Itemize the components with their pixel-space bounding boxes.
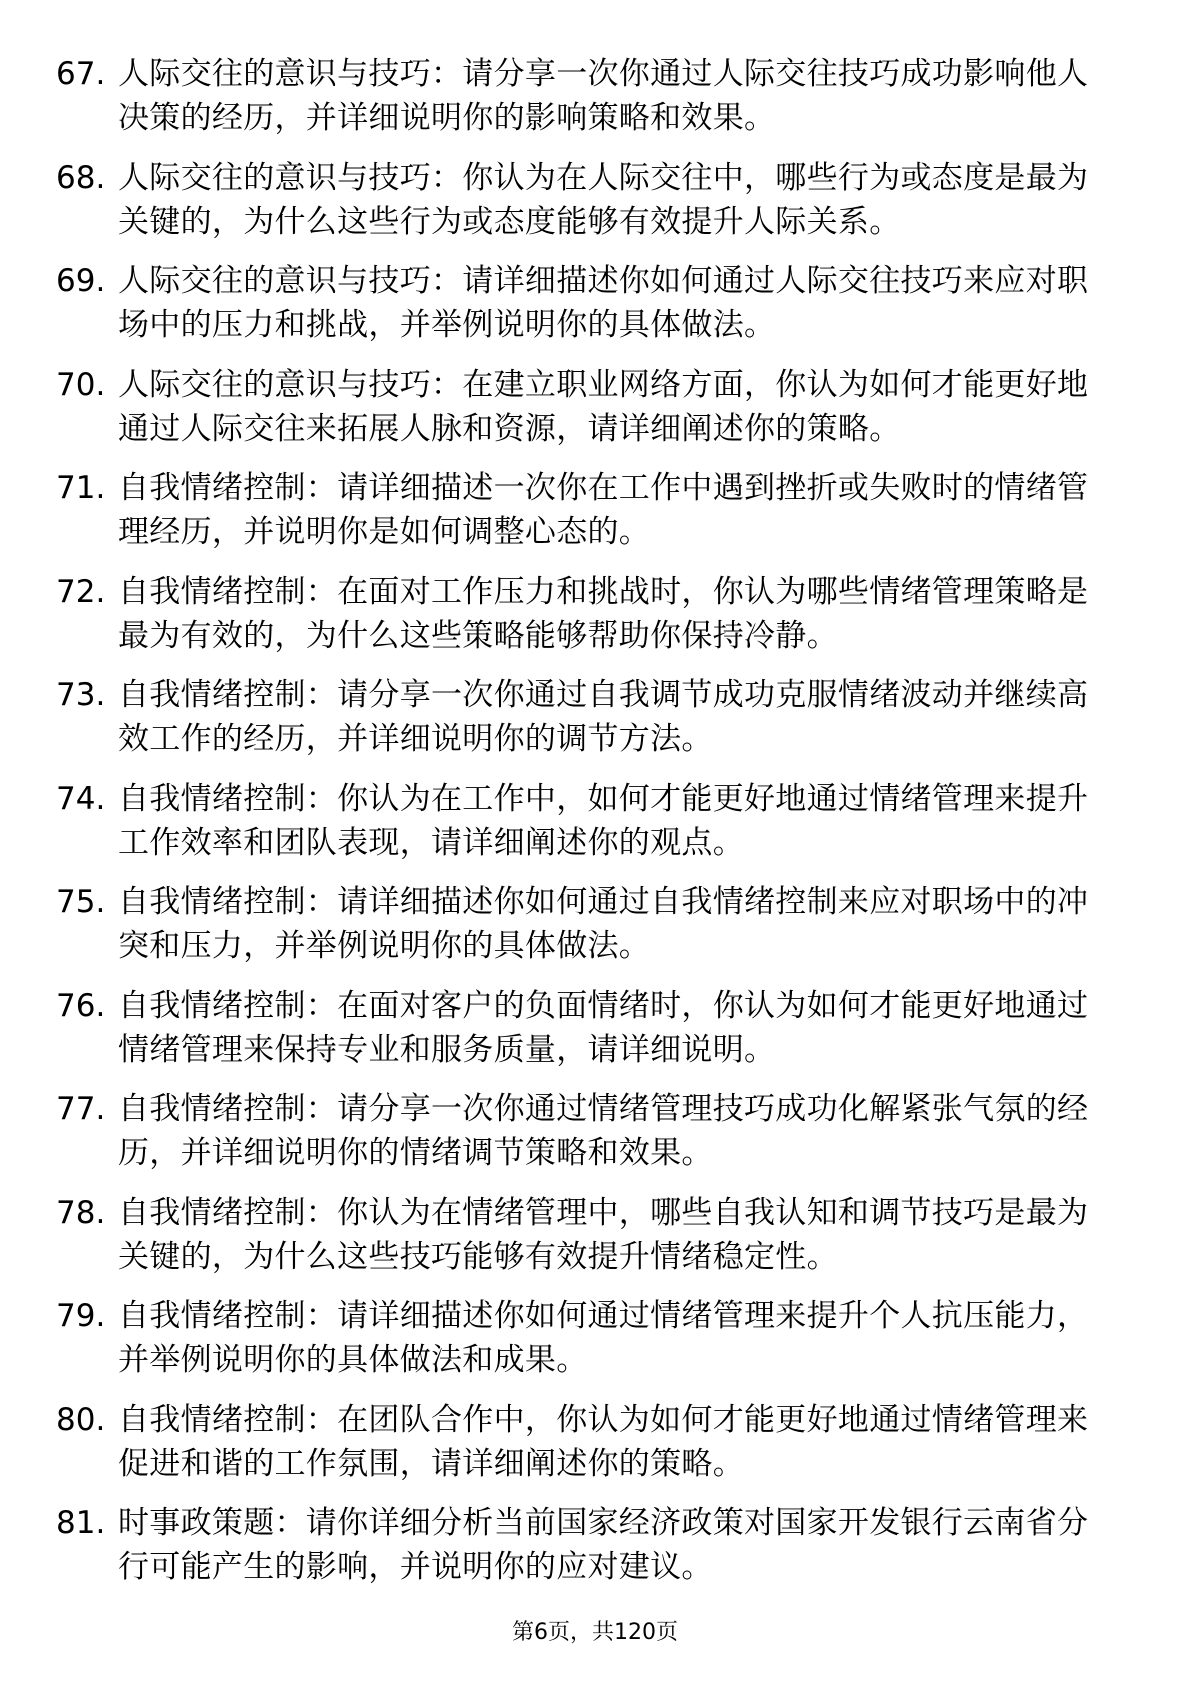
question-text: 自我情绪控制：请详细描述一次你在工作中遇到挫折或失败时的情绪管理经历，并说明你是如何调整心态的。 — [118, 470, 1089, 550]
question-item — [56, 259, 1116, 351]
question-number: 70. — [56, 366, 106, 403]
question-number: 69. — [56, 263, 106, 299]
question-text: 自我情绪控制：请详细描述你如何通过自我情绪控制来应对职场中的冲突和压力，并举例说明你的具体做法。 — [118, 884, 1089, 964]
question-number: 77. — [56, 1091, 106, 1127]
question-item — [56, 1398, 1116, 1490]
question-text: 自我情绪控制：在面对工作压力和挑战时，你认为哪些情绪管理策略是最为有效的，为什么这些策略能够帮助你保持冷静。 — [118, 573, 1089, 654]
question-text: 人际交往的意识与技巧：请详细描述你如何通过人际交往技巧来应对职场中的压力和挑战，并举例说明你的具体做法。 — [118, 263, 1089, 343]
question-number: 72. — [56, 573, 106, 610]
question-text: 人际交往的意识与技巧：请分享一次你通过人际交往技巧成功影响他人决策的经历，并详细说明你的影响策略和效果。 — [118, 56, 1089, 136]
question-item — [56, 984, 1116, 1076]
question-text: 自我情绪控制：你认为在情绪管理中，哪些自我认知和调节技巧是最为关键的，为什么这些技巧能够有效提升情绪稳定性。 — [118, 1194, 1089, 1275]
question-number: 78. — [56, 1194, 106, 1231]
question-item — [56, 466, 1116, 558]
page-footer: 第6页，共120页 — [512, 1620, 678, 1645]
question-list — [56, 52, 1116, 1605]
question-text: 自我情绪控制：请详细描述你如何通过情绪管理来提升个人抗压能力，并举例说明你的具体做法和成果。 — [118, 1298, 1089, 1378]
question-text: 人际交往的意识与技巧：你认为在人际交往中，哪些行为或态度是最为关键的，为什么这些行为或态度能够有效提升人际关系。 — [118, 159, 1089, 240]
question-number: 71. — [56, 470, 106, 506]
question-number: 73. — [56, 677, 106, 713]
question-item — [56, 1087, 1116, 1179]
question-number: 67. — [56, 56, 106, 92]
question-item — [56, 880, 1116, 972]
question-number: 68. — [56, 159, 106, 196]
question-item — [56, 1191, 1116, 1283]
question-text: 时事政策题：请你详细分析当前国家经济政策对国家开发银行云南省分行可能产生的影响，并说明你的应对建议。 — [118, 1505, 1089, 1585]
question-number: 75. — [56, 884, 106, 920]
question-text: 自我情绪控制：你认为在工作中，如何才能更好地通过情绪管理来提升工作效率和团队表现，请详细阐述你的观点。 — [118, 780, 1089, 861]
question-text: 自我情绪控制：请分享一次你通过情绪管理技巧成功化解紧张气氛的经历，并详细说明你的情绪调节策略和效果。 — [118, 1091, 1089, 1171]
question-item — [56, 570, 1116, 662]
question-number: 76. — [56, 987, 106, 1024]
question-number: 79. — [56, 1298, 106, 1334]
question-item — [56, 1294, 1116, 1386]
question-item — [56, 363, 1116, 455]
question-number: 81. — [56, 1505, 106, 1541]
question-text: 自我情绪控制：请分享一次你通过自我调节成功克服情绪波动并继续高效工作的经历，并详细说明你的调节方法。 — [118, 677, 1089, 757]
question-item — [56, 156, 1116, 248]
question-number: 74. — [56, 780, 106, 817]
question-item — [56, 1501, 1116, 1593]
question-number: 80. — [56, 1401, 106, 1438]
question-item — [56, 52, 1116, 144]
question-text: 自我情绪控制：在面对客户的负面情绪时，你认为如何才能更好地通过情绪管理来保持专业和服务质量，请详细说明。 — [118, 987, 1089, 1068]
question-text: 自我情绪控制：在团队合作中，你认为如何才能更好地通过情绪管理来促进和谐的工作氛围，请详细阐述你的策略。 — [118, 1401, 1089, 1482]
question-item — [56, 777, 1116, 869]
question-text: 人际交往的意识与技巧：在建立职业网络方面，你认为如何才能更好地通过人际交往来拓展人脉和资源，请详细阐述你的策略。 — [118, 366, 1089, 447]
question-item — [56, 673, 1116, 765]
